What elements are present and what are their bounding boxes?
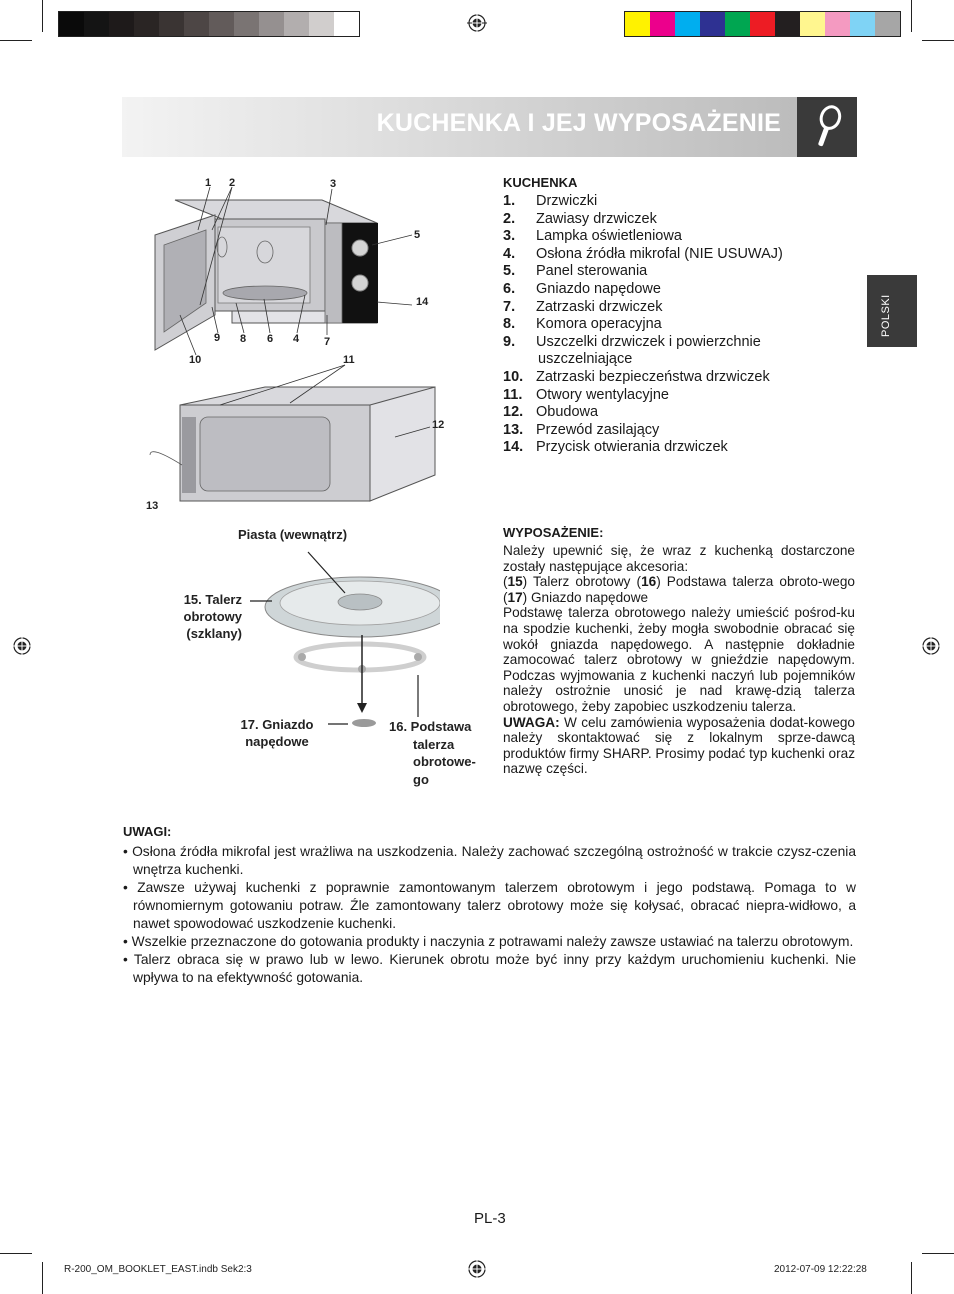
gray-swatch [59,12,84,36]
accessories-body: Podstawę talerza obrotowego należy umieścić pośrod-ku na spodzie kuchenki, żeby mogła swobodnie obracać się wokół gniazda napędowego. A następnie dokładnie zamocować talerz obrotowy w gnieździe napędowym. Podczas wyjmowania z kuchenki naczyń lub pojemników należy ostrożnie unosić je nad krawę-dzią talerza obrotowego, żeby zapobiec uszkodzeniu talerza. [503,605,855,714]
color-swatch [650,12,675,36]
color-swatch [625,12,650,36]
part-item: 2. Zawiasy drzwiczek [503,210,657,227]
diagram-number: 13 [146,500,159,512]
section-header [122,97,857,157]
part-item: 6. Gniazdo napędowe [503,280,661,297]
diagram-number: 7 [324,336,331,348]
gray-swatch [134,12,159,36]
turntable-label: 15. Talerz obrotowy (szklany) [183,592,242,641]
accessories-text [503,543,855,777]
part-item: 9. Uszczelki drzwiczek i powierzchnie [503,333,761,350]
part-item: 14. Przycisk otwierania drzwiczek [503,439,728,456]
color-swatch [850,12,875,36]
magnifier-icon [797,97,857,157]
color-swatch [875,12,900,36]
part-item: 8. Komora operacyjna [503,316,662,333]
diagram-number: 11 [343,354,355,366]
gray-swatch [334,12,359,36]
diagram-number: 2 [229,177,236,189]
language-tab [867,275,917,347]
part-item: 10. Zatrzaski bezpieczeństwa drzwiczek [503,368,770,385]
color-swatch [675,12,700,36]
diagram-number: 5 [414,229,421,241]
note-item: • Zawsze używaj kuchenki z poprawnie zamontowanym talerzem obrotowym i jego podstawą. Pomaga to w równomiernym gotowaniu potraw. Źle zamontowany talerz obrotowy może się kołysać, obracać niepra-widłowo, a nawet spowodować uszkodzenie kuchenki. [123,880,856,931]
gray-swatch [159,12,184,36]
diagram-number: 8 [240,333,247,345]
crop-mark [911,1262,912,1294]
part-item: 12. Obudowa [503,404,599,421]
color-swatch [750,12,775,36]
note-item: • Talerz obraca się w prawo lub w lewo. Kierunek obrotu może być inny przy każdym uruchomieniu kuchenki. Nie wpływa to na efektywność gotowania. [123,952,856,985]
color-swatch [775,12,800,36]
diagram-number: 12 [432,419,445,431]
crop-mark [42,1262,43,1294]
part-item: 4. Osłona źródła mikrofal (NIE USUWAJ) [503,245,783,262]
gray-swatch [309,12,334,36]
notes-section [123,823,856,987]
part-item: 3. Lampka oświetleniowa [503,228,682,245]
diagram-number: 4 [293,333,300,345]
diagram-number: 1 [205,177,212,189]
part-item: 7. Zatrzaski drzwiczek [503,298,663,315]
support-label: 16. Podstawa talerza obrotowe- go [389,719,476,787]
accessories-section-title: WYPOSAŻENIE: [503,525,604,540]
accessories-intro: Należy upewnić się, że wraz z kuchenką dostarczone zostały następujące akcesoria: [503,543,855,574]
part-item: 13. Przewód zasilający [503,421,660,438]
registration-mark-icon [467,1259,487,1279]
color-swatch [700,12,725,36]
crop-mark [922,1253,954,1254]
accessories-diagram [240,545,440,745]
registration-mark-icon [467,13,487,33]
page-number: PL-3 [474,1210,506,1227]
color-bar [624,11,901,37]
color-swatch [725,12,750,36]
crop-mark [0,1253,32,1254]
footer-date: 2012-07-09 12:22:28 [774,1264,867,1275]
crop-mark [922,40,954,41]
gray-swatch [109,12,134,36]
diagram-number: 3 [330,178,337,190]
diagram-number: 14 [416,296,429,308]
part-item-continued: uszczelniające [538,351,633,368]
note-item: • Osłona źródła mikrofal jest wrażliwa na uszkodzenia. Należy zachować szczególną ostrożność w trakcie czysz-czenia wnętrza kuchenki. [123,844,856,877]
oven-section-title: KUCHENKA [503,175,578,190]
gray-swatch [209,12,234,36]
diagram-number: 6 [267,333,274,345]
registration-mark-icon [12,636,32,656]
gray-swatch [84,12,109,36]
notes-list [123,843,856,987]
gray-swatch [234,12,259,36]
oven-diagram [140,175,460,515]
diagram-number: 10 [189,354,202,366]
diagram-number: 9 [214,332,221,344]
grayscale-bar [58,11,360,37]
part-item: 11. Otwory wentylacyjne [503,386,669,403]
footer-file: R-200_OM_BOOKLET_EAST.indb Sek2:3 [64,1264,252,1275]
crop-mark [911,0,912,32]
crop-mark [0,40,32,41]
part-item: 1. Drzwiczki [503,193,598,209]
gray-swatch [259,12,284,36]
registration-mark-icon [921,636,941,656]
coupler-label: 17. Gniazdo napędowe [240,717,314,749]
oven-parts-list [503,193,783,457]
part-item: 5. Panel sterowania [503,263,648,280]
gray-swatch [284,12,309,36]
hub-label: Piasta (wewnątrz) [238,527,348,542]
color-swatch [825,12,850,36]
crop-mark [42,0,43,32]
gray-swatch [184,12,209,36]
language-tab-label: POLSKI [880,294,892,337]
page-title: KUCHENKA I JEJ WYPOSAŻENIE [376,109,781,137]
notes-title: UWAGI: [123,824,172,839]
accessories-list: (15) Talerz obrotowy (16) Podstawa talerza obroto-wego (17) Gniazdo napędowe [503,574,855,605]
note-item: • Wszelkie przeznaczone do gotowania produkty i naczynia z potrawami należy zawsze ustawiać na talerzu obrotowym. [123,934,854,949]
color-swatch [800,12,825,36]
accessories-warning: UWAGA: W celu zamówienia wyposażenia dodat-kowego należy skontaktować się z lokalnym sprze-dawcą produktów firmy SHARP. Prosimy podać typ kuchenki oraz nazwę części. [503,714,855,777]
